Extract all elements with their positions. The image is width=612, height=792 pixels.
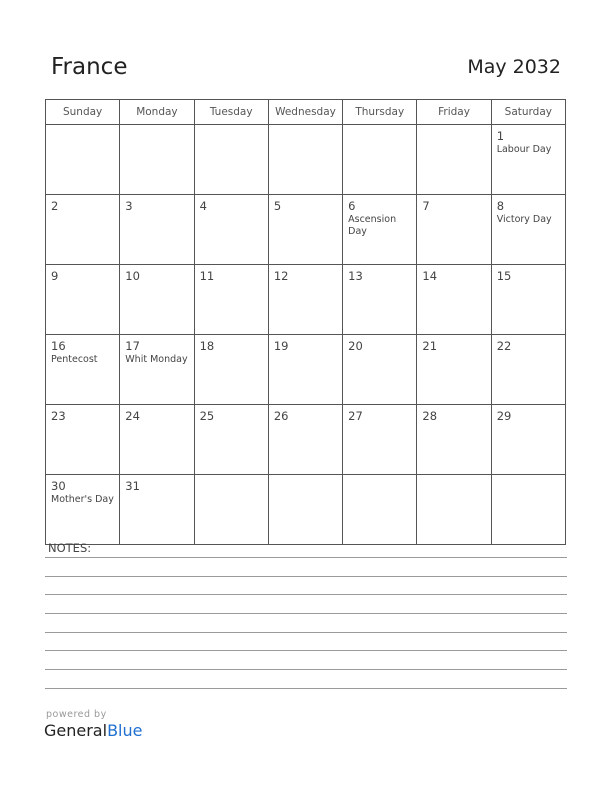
day-cell xyxy=(194,405,268,475)
day-cell xyxy=(417,335,491,405)
holiday-label: Victory Day xyxy=(496,214,552,225)
day-cell xyxy=(194,265,268,335)
day-number: 31 xyxy=(125,479,140,493)
weekday-header-row xyxy=(46,100,566,125)
day-cell xyxy=(417,125,491,195)
brand-general: General xyxy=(44,721,108,740)
country-title: France xyxy=(51,54,128,80)
day-cell xyxy=(268,475,342,545)
day-number: 20 xyxy=(348,339,363,353)
day-number: 7 xyxy=(422,199,430,213)
weekday-header: Monday xyxy=(120,100,194,125)
day-number: 21 xyxy=(422,339,438,353)
note-line xyxy=(45,557,567,558)
day-number: 8 xyxy=(496,199,505,213)
day-cell xyxy=(194,475,268,545)
note-line xyxy=(45,576,567,577)
day-cell xyxy=(491,405,565,475)
day-cell xyxy=(268,405,342,475)
note-line xyxy=(45,632,567,633)
weekday-header: Sunday xyxy=(46,100,120,125)
day-cell xyxy=(491,475,565,545)
day-cell xyxy=(268,125,342,195)
day-cell xyxy=(120,335,194,405)
day-number: 18 xyxy=(199,339,215,353)
day-cell xyxy=(120,475,194,545)
day-number: 3 xyxy=(125,199,133,213)
brand-blue: Blue xyxy=(107,721,143,740)
weekday-header: Thursday xyxy=(343,100,417,125)
day-cell xyxy=(417,195,491,265)
day-cell xyxy=(268,195,342,265)
day-number: 11 xyxy=(199,269,215,283)
week-row xyxy=(46,125,566,195)
day-cell xyxy=(120,125,194,195)
day-cell xyxy=(268,335,342,405)
day-cell xyxy=(491,125,565,195)
day-number: 1 xyxy=(496,129,505,143)
day-number: 25 xyxy=(199,409,215,423)
day-number: 29 xyxy=(496,409,512,423)
day-number: 22 xyxy=(496,339,512,353)
weekday-header: Friday xyxy=(417,100,491,125)
day-cell xyxy=(343,475,417,545)
day-cell xyxy=(46,125,120,195)
month-year-title: May 2032 xyxy=(467,56,561,78)
day-number: 10 xyxy=(125,269,140,283)
day-cell xyxy=(491,265,565,335)
day-cell xyxy=(194,195,268,265)
day-number: 12 xyxy=(273,269,289,283)
holiday-label: Ascension Day xyxy=(348,214,397,237)
day-cell xyxy=(417,475,491,545)
day-number: 15 xyxy=(496,269,512,283)
day-number: 4 xyxy=(199,199,207,213)
day-cell xyxy=(46,265,120,335)
weekday-header: Wednesday xyxy=(268,100,342,125)
day-cell xyxy=(120,405,194,475)
weekday-header: Saturday xyxy=(491,100,565,125)
note-line xyxy=(45,688,567,689)
week-row xyxy=(46,265,566,335)
day-number: 28 xyxy=(422,409,438,423)
day-cell xyxy=(417,405,491,475)
day-cell xyxy=(120,265,194,335)
brand-logo[interactable] xyxy=(44,721,142,740)
day-number: 24 xyxy=(125,409,140,423)
day-cell xyxy=(343,335,417,405)
day-cell xyxy=(343,265,417,335)
day-cell xyxy=(46,195,120,265)
day-cell xyxy=(46,475,120,545)
day-cell xyxy=(343,405,417,475)
day-number: 9 xyxy=(51,269,59,283)
day-cell xyxy=(417,265,491,335)
day-number: 23 xyxy=(51,409,66,423)
week-row xyxy=(46,195,566,265)
powered-by-text: powered by xyxy=(46,709,107,720)
day-number: 14 xyxy=(422,269,438,283)
day-number: 13 xyxy=(348,269,363,283)
note-line xyxy=(45,594,567,595)
note-line xyxy=(45,650,567,651)
week-row xyxy=(46,335,566,405)
week-row xyxy=(46,405,566,475)
day-cell xyxy=(194,335,268,405)
day-cell xyxy=(46,335,120,405)
day-cell xyxy=(194,125,268,195)
day-number: 27 xyxy=(348,409,363,423)
notes-label: NOTES: xyxy=(48,541,92,555)
weekday-header: Tuesday xyxy=(194,100,268,125)
day-number: 6 xyxy=(348,199,356,213)
day-cell xyxy=(343,195,417,265)
holiday-label: Labour Day xyxy=(496,144,552,155)
day-cell xyxy=(268,265,342,335)
day-number: 26 xyxy=(273,409,289,423)
note-line xyxy=(45,669,567,670)
day-number: 16 xyxy=(51,339,66,353)
holiday-label: Whit Monday xyxy=(125,354,188,365)
day-number: 2 xyxy=(51,199,59,213)
day-number: 30 xyxy=(51,479,66,493)
day-number: 5 xyxy=(273,199,282,213)
calendar-grid xyxy=(45,99,566,545)
day-cell xyxy=(46,405,120,475)
day-number: 17 xyxy=(125,339,140,353)
day-cell xyxy=(491,335,565,405)
day-cell xyxy=(343,125,417,195)
day-cell xyxy=(120,195,194,265)
holiday-label: Pentecost xyxy=(51,354,98,365)
day-number: 19 xyxy=(273,339,289,353)
day-cell xyxy=(491,195,565,265)
note-line xyxy=(45,613,567,614)
week-row xyxy=(46,475,566,545)
holiday-label: Mother's Day xyxy=(51,494,114,505)
